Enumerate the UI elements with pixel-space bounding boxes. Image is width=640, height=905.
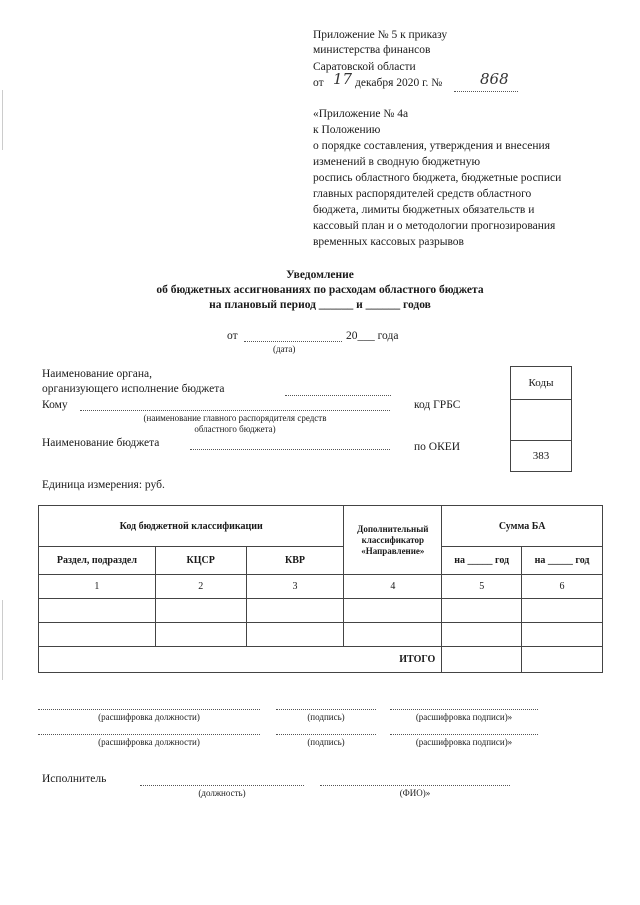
sig2-signature-caption: (подпись) xyxy=(307,737,345,747)
table-cell[interactable] xyxy=(344,623,442,647)
table-cell[interactable] xyxy=(442,623,522,647)
header-line-3: Саратовской области xyxy=(313,61,416,73)
executor-name-caption: (ФИО)» xyxy=(399,788,431,798)
header-kvr: КВР xyxy=(246,547,344,575)
executor-position-caption: (должность) xyxy=(198,788,246,798)
appendix-line-4: изменений в сводную бюджетную xyxy=(313,156,481,168)
table-cell[interactable] xyxy=(522,623,603,647)
col-number-5: 5 xyxy=(442,575,522,599)
col-number-4: 4 xyxy=(344,575,442,599)
appendix-line-8: кассовый план и о методологии прогнозирования xyxy=(313,220,556,232)
appendix-line-3: о порядке составления, утверждения и внесения xyxy=(313,140,551,152)
total-year-1-cell[interactable] xyxy=(442,647,522,673)
header-additional-classifier: Дополнительный классификатор «Направление» xyxy=(344,506,442,575)
table-row xyxy=(39,623,603,647)
signature-line xyxy=(390,734,538,735)
unit-label: Единица измерения: руб. xyxy=(42,479,165,491)
sig2-name-caption: (расшифровка подписи)» xyxy=(415,737,513,747)
appendix-line-6: главных распорядителей средств областного xyxy=(313,188,532,200)
order-number-line xyxy=(454,91,518,92)
budget-field-line xyxy=(190,449,390,450)
header-date-prefix: от xyxy=(313,77,324,89)
table-cell[interactable] xyxy=(442,599,522,623)
appendix-line-2: к Положению xyxy=(313,124,381,136)
title-line-3: на плановый период ______ и ______ годов xyxy=(209,299,431,311)
header-year-2: на _____ год xyxy=(522,547,603,575)
signature-line xyxy=(276,734,376,735)
executor-position-line xyxy=(140,785,304,786)
table-cell[interactable] xyxy=(522,599,603,623)
executor-label: Исполнитель xyxy=(42,773,107,785)
header-code-classification: Код бюджетной классификации xyxy=(39,506,344,547)
signature-line xyxy=(276,709,376,710)
sig1-name-caption: (расшифровка подписи)» xyxy=(415,712,513,722)
table-cell[interactable] xyxy=(155,599,246,623)
header-sum: Сумма БА xyxy=(442,506,603,547)
table-cell[interactable] xyxy=(39,599,156,623)
date-caption: (дата) xyxy=(273,344,296,354)
appendix-line-5: роспись областного бюджета, бюджетные росписи xyxy=(313,172,562,184)
budget-label: Наименование бюджета xyxy=(42,437,160,449)
header-year-1: на _____ год xyxy=(442,547,522,575)
date-year: 20___ года xyxy=(346,330,399,342)
scan-artifact xyxy=(2,600,3,680)
appendix-line-9: временных кассовых разрывов xyxy=(313,236,464,248)
codes-table xyxy=(510,366,572,472)
col-number-3: 3 xyxy=(246,575,344,599)
table-cell[interactable] xyxy=(155,623,246,647)
col-number-1: 1 xyxy=(39,575,156,599)
header-kcsr: КЦСР xyxy=(155,547,246,575)
table-cell[interactable] xyxy=(246,623,344,647)
title-line-1: Уведомление xyxy=(286,269,354,281)
to-caption-1: (наименование главного распорядителя средств xyxy=(143,413,327,423)
sig1-signature-caption: (подпись) xyxy=(307,712,345,722)
table-cell[interactable] xyxy=(39,623,156,647)
sig2-position-caption: (расшифровка должности) xyxy=(98,737,200,747)
org-label-2: организующего исполнение бюджета xyxy=(42,383,225,395)
table-row xyxy=(39,599,603,623)
header-date-rest: декабря 2020 г. № xyxy=(355,77,443,89)
signature-line xyxy=(38,734,260,735)
scan-artifact xyxy=(2,90,3,150)
grbs-label: код ГРБС xyxy=(414,399,461,411)
executor-name-line xyxy=(320,785,510,786)
codes-grbs-cell[interactable] xyxy=(511,400,572,441)
order-number: 868 xyxy=(480,70,509,88)
date-line xyxy=(244,341,342,342)
date-prefix: от xyxy=(227,330,238,342)
header-line-1: Приложение № 5 к приказу xyxy=(313,29,448,41)
codes-okei-cell: 383 xyxy=(511,441,572,472)
codes-header: Коды xyxy=(511,367,572,400)
signature-line xyxy=(390,709,538,710)
budget-table xyxy=(38,505,603,673)
sig1-position-caption: (расшифровка должности) xyxy=(98,712,200,722)
total-label: ИТОГО xyxy=(39,647,442,673)
org-field-line xyxy=(285,395,391,396)
total-row xyxy=(39,647,603,673)
table-cell[interactable] xyxy=(246,599,344,623)
to-field-line xyxy=(80,410,390,411)
org-label-1: Наименование органа, xyxy=(42,368,152,380)
header-line-2: министерства финансов xyxy=(313,44,431,56)
header-section: Раздел, подраздел xyxy=(39,547,156,575)
okei-label: по ОКЕИ xyxy=(414,441,461,453)
appendix-line-7: бюджета, лимиты бюджетных обязательств и xyxy=(313,204,535,216)
signature-line xyxy=(38,709,260,710)
title-line-2: об бюджетных ассигнованиях по расходам областного бюджета xyxy=(156,284,484,296)
total-year-2-cell[interactable] xyxy=(522,647,603,673)
to-label: Кому xyxy=(42,399,68,411)
col-number-2: 2 xyxy=(155,575,246,599)
col-number-6: 6 xyxy=(522,575,603,599)
table-cell[interactable] xyxy=(344,599,442,623)
appendix-line-1: «Приложение № 4а xyxy=(313,108,409,120)
to-caption-2: областного бюджета) xyxy=(194,424,276,434)
header-date-day: 17 xyxy=(333,70,353,88)
